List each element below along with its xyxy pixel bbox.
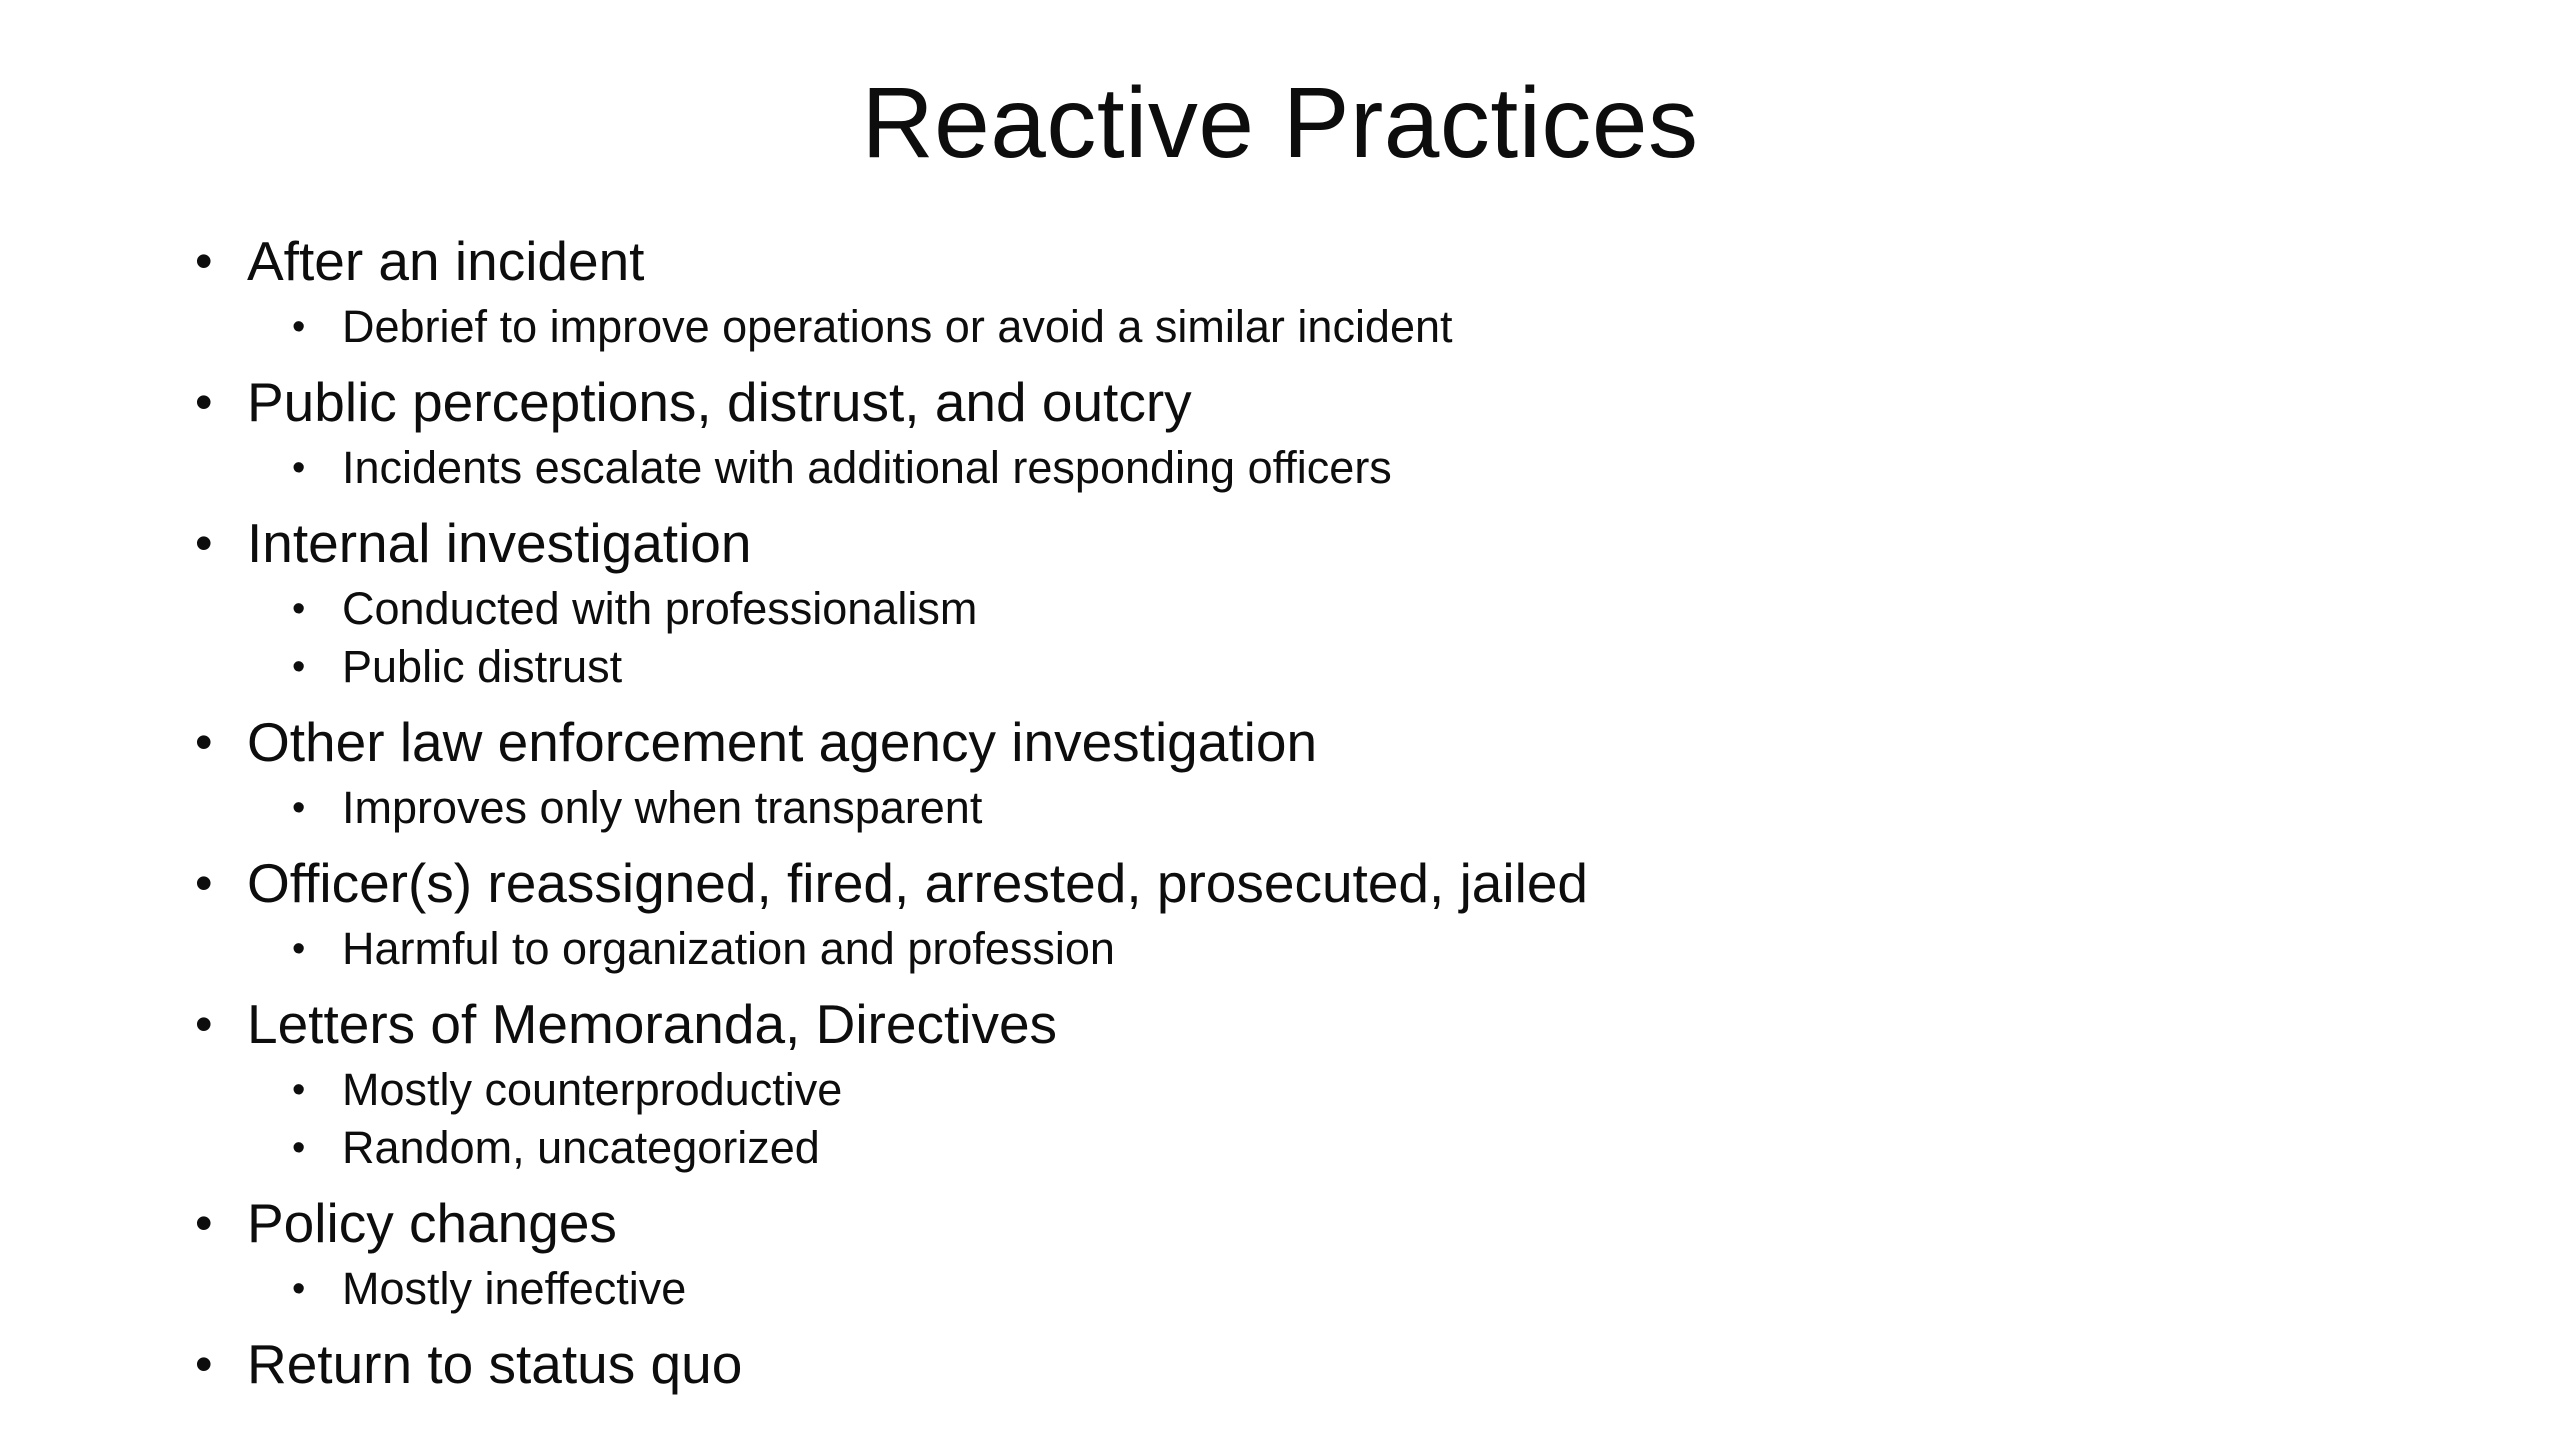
bullet-icon: • [292,928,306,970]
list-item-text: Officer(s) reassigned, fired, arrested, prosecuted, jailed [247,852,1589,914]
bullet-icon: • [292,1069,306,1111]
list-item-text: Policy changes [247,1192,617,1254]
sub-list-item-text: Mostly counterproductive [342,1064,843,1115]
bullet-icon: • [195,233,213,289]
bullet-icon: • [195,996,213,1052]
sub-list-item-text: Harmful to organization and profession [342,923,1115,974]
bullet-icon: • [195,855,213,911]
sub-list-item-text: Incidents escalate with additional responding officers [342,442,1392,493]
bullet-icon: • [195,1195,213,1251]
sub-list-item-text: Mostly ineffective [342,1263,687,1314]
bullet-icon: • [195,374,213,430]
sub-list-item-text: Random, uncategorized [342,1122,820,1173]
list-item-text: Letters of Memoranda, Directives [247,993,1058,1055]
bullet-icon: • [292,646,306,688]
sub-list-item-text: Conducted with professionalism [342,583,978,634]
bullet-icon: • [292,1127,306,1169]
list-item-text: Public perceptions, distrust, and outcry [247,371,1192,433]
bullet-icon: • [292,588,306,630]
list-item-text: Return to status quo [247,1333,743,1395]
bullet-icon: • [292,1268,306,1310]
list-item-text: Internal investigation [247,512,752,574]
sub-list-item-text: Debrief to improve operations or avoid a similar incident [342,301,1453,352]
bullet-icon: • [195,515,213,571]
list-item-text: After an incident [247,230,645,292]
slide-title: Reactive Practices [861,67,1699,179]
bullet-icon: • [292,306,306,348]
bullet-icon: • [292,447,306,489]
bullet-icon: • [195,714,213,770]
bullet-icon: • [195,1336,213,1392]
bullet-icon: • [292,787,306,829]
list-item-text: Other law enforcement agency investigation [247,711,1318,773]
sub-list-item-text: Improves only when transparent [342,782,983,833]
sub-list-item-text: Public distrust [342,641,623,692]
